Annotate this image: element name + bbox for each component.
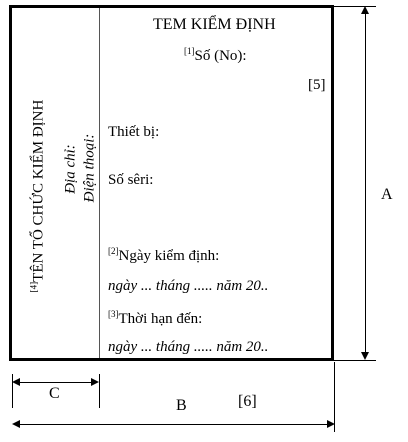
- ref-6: [6]: [238, 393, 257, 410]
- inspect-date: ngày ... tháng ..... năm 20..: [108, 278, 269, 294]
- dim-c-label: C: [49, 385, 60, 402]
- inspect-label: Ngày kiểm định:: [118, 248, 220, 264]
- dim-a-arrow-up-icon: [361, 6, 369, 14]
- dim-a-bottom-tick: [334, 360, 376, 361]
- stamp-frame: [9, 5, 334, 361]
- stamp-title: TEM KIỂM ĐỊNH: [153, 16, 276, 33]
- inspect-ref: [2]: [108, 246, 119, 256]
- number-ref: [1]: [184, 46, 195, 56]
- dim-a-arrow-down-icon: [361, 352, 369, 360]
- expiry-date: ngày ... tháng ..... năm 20..: [108, 339, 269, 355]
- dim-c-arrow-right-icon: [91, 378, 99, 386]
- number-field: [184, 48, 247, 65]
- dim-c-line: [18, 382, 94, 383]
- dim-b-line: [18, 424, 328, 425]
- phone-label: Điện thoại:: [81, 133, 98, 203]
- dim-a-label: A: [381, 186, 393, 203]
- expiry-field: [108, 311, 202, 328]
- ref-5: [5]: [308, 77, 326, 93]
- dim-b-label: B: [176, 397, 187, 414]
- column-divider: [99, 8, 100, 358]
- device-label: Thiết bị:: [108, 124, 160, 140]
- dim-b-arrow-left-icon: [12, 420, 20, 428]
- org-name: [28, 99, 48, 293]
- org-name-text: TÊN TỔ CHỨC KIỂM ĐỊNH: [30, 99, 47, 282]
- serial-label: Số sêri:: [108, 172, 154, 188]
- expiry-ref: [3]: [108, 309, 119, 319]
- number-label: Số (No):: [194, 48, 247, 64]
- expiry-label: Thời hạn đến:: [118, 311, 203, 327]
- dim-b-arrow-right-icon: [327, 420, 335, 428]
- dim-a-line: [365, 12, 366, 354]
- address-label: Địa chỉ:: [62, 144, 79, 194]
- dim-c-right-tick: [99, 374, 100, 408]
- dim-c-arrow-left-icon: [12, 378, 20, 386]
- inspect-field: [108, 248, 219, 265]
- org-ref: [4]: [28, 281, 39, 293]
- dim-a-top-tick: [334, 6, 376, 7]
